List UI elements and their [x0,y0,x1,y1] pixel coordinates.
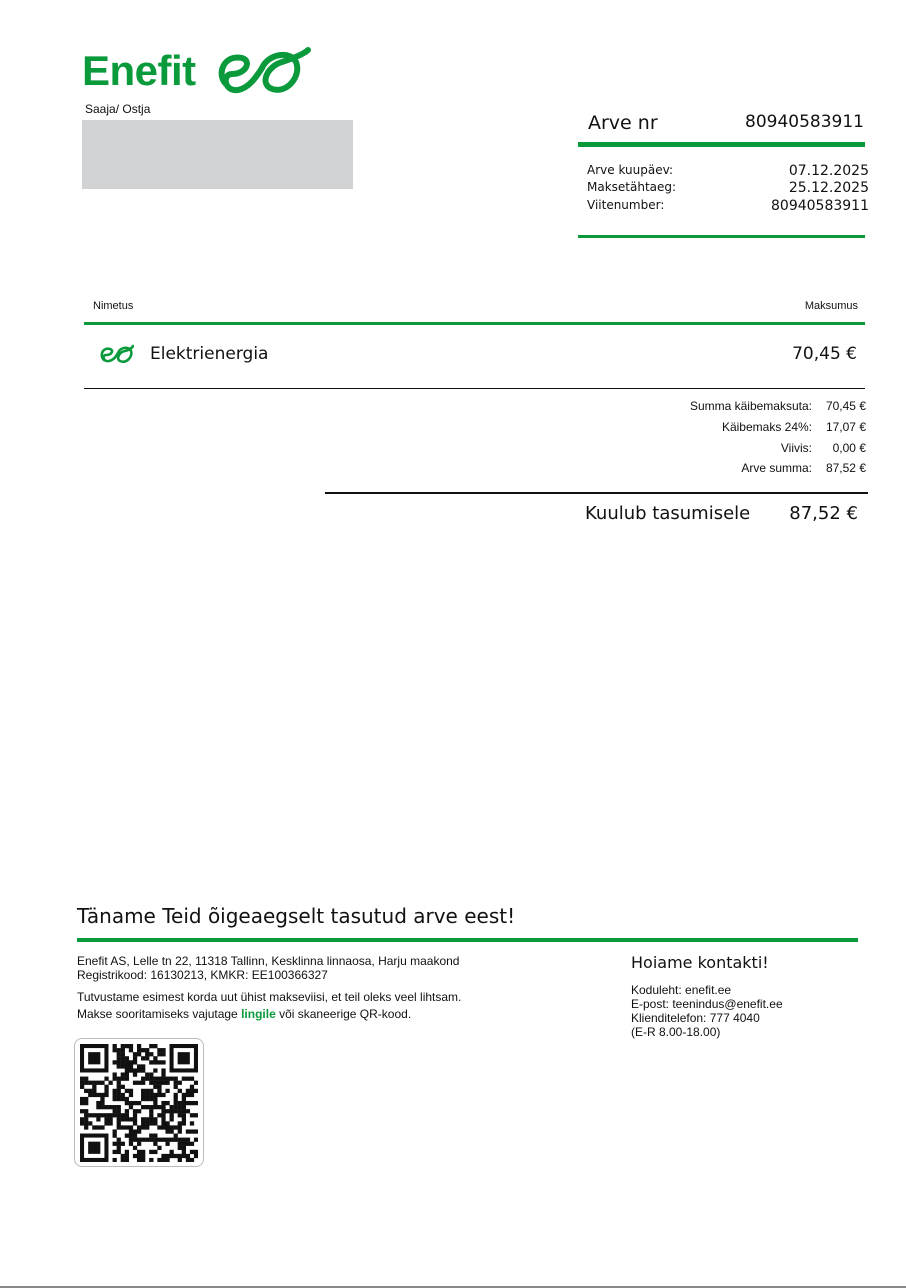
payment-suffix: või skaneerige QR-kood. [275,1007,412,1021]
contact-phone: Klienditelefon: 777 4040 [631,1011,760,1025]
table-row-name: Elektrienergia [150,344,269,364]
buyer-label: Saaja/ Ostja [85,102,151,116]
due-date-label: Maksetähtaeg: [587,180,677,194]
footer-bar [77,938,858,942]
subtotal-value: 70,45 € [825,399,866,413]
invoice-date-value: 07.12.2025 [788,163,869,179]
vat-label: Käibemaks 24%: [721,420,812,434]
buyer-redacted-box [82,120,353,189]
thanks-message: Täname Teid õigeaegselt tasutud arve eest! [77,904,516,928]
invoice-header-bar [578,142,865,147]
company-address: Enefit AS, Lelle tn 22, 11318 Tallinn, Kesklinna linnaosa, Harju maakond [77,954,460,968]
due-date-value: 25.12.2025 [788,180,869,196]
table-row-price: 70,45 € [792,344,857,364]
enefit-leaf-icon [98,344,134,366]
column-header-name: Nimetus [93,300,134,312]
total-divider [325,492,868,494]
penalty-value: 0,00 € [832,441,866,455]
payment-link[interactable]: lingile [241,1007,276,1021]
table-row-divider [84,388,865,389]
company-registry: Registrikood: 16130213, KMKR: EE100366327 [77,968,328,982]
qr-code-icon [80,1044,198,1162]
invoice-total-label: Arve summa: [741,461,812,475]
contact-website: Koduleht: enefit.ee [631,983,732,997]
logo-text: Enefit [82,47,196,94]
penalty-label: Viivis: [780,441,812,455]
invoice-number: 80940583911 [745,112,864,132]
amount-due-label: Kuulub tasumisele [585,503,751,524]
invoice-title: Arve nr [588,112,658,134]
reference-value: 80940583911 [771,198,869,214]
contact-email: E-post: teenindus@enefit.ee [631,997,783,1011]
table-header-bar [84,322,865,325]
payment-intro: Tutvustame esimest korda uut ühist makseviisi, et teil oleks veel lihtsam. [77,990,462,1004]
contact-hours: (E-R 8.00-18.00) [631,1025,721,1039]
payment-instructions [77,1007,411,1021]
enefit-logo-icon [212,44,312,100]
payment-prefix: Makse sooritamiseks vajutage [77,1007,242,1021]
amount-due-value: 87,52 € [789,503,858,524]
column-header-cost: Maksumus [804,300,858,312]
invoice-date-label: Arve kuupäev: [587,163,674,177]
contact-title: Hoiame kontakti! [631,953,769,972]
reference-label: Viitenumber: [587,198,665,212]
subtotal-label: Summa käibemaksuta: [689,399,812,413]
payment-qr-code[interactable] [74,1038,204,1167]
invoice-header-bottom-bar [578,235,865,238]
vat-value: 17,07 € [825,420,866,434]
invoice-total-value: 87,52 € [825,461,866,475]
